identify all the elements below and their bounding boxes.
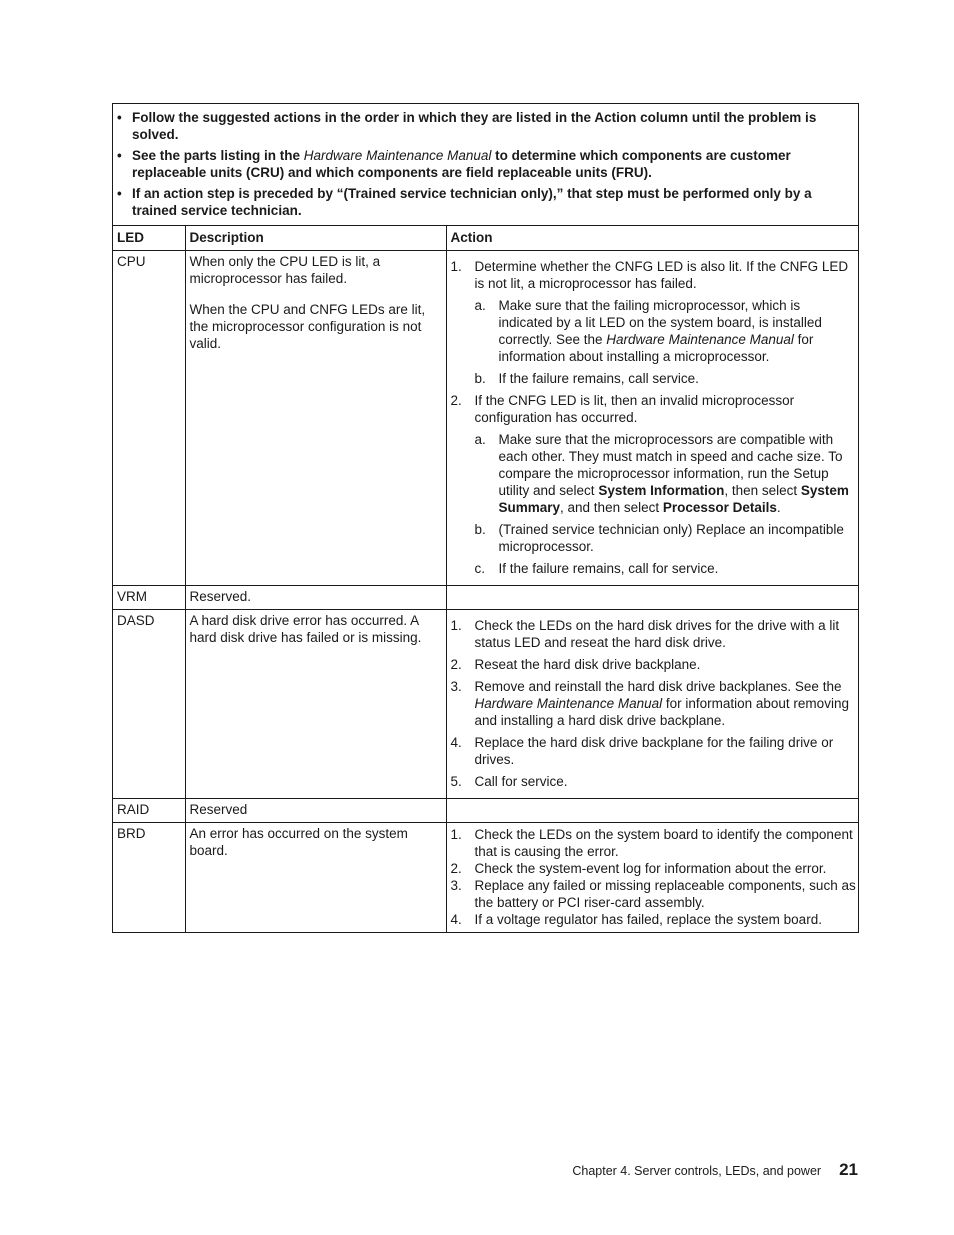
table-row-dasd (113, 610, 858, 799)
action-step: 1. Check the LEDs on the hard disk drives for the drive with a lit status LED and reseat the hard disk drive. (450, 618, 840, 650)
action-step: 5. Call for service. (450, 774, 568, 789)
description-cell (185, 251, 446, 586)
chapter-title: Chapter 4. Server controls, LEDs, and power (572, 1164, 822, 1178)
description-cell: An error has occurred on the system board. (185, 823, 446, 933)
action-step: 3. Replace any failed or missing replaceable components, such as the battery or PCI riser-card assembly. (450, 878, 856, 910)
action-step: 4. If a voltage regulator has failed, replace the system board. (450, 912, 822, 927)
action-substep: a. Make sure that the microprocessors are compatible with each other. They must match in speed and cache size. To compare the microprocessor information, run the Setup utility and select System Information, then select System Summary, and then select Processor Details. (474, 432, 849, 515)
description-text: When only the CPU LED is lit, a microprocessor has failed. (189, 254, 381, 286)
action-step: 2. Reseat the hard disk drive backplane. (450, 657, 701, 672)
description-cell: A hard disk drive error has occurred. A hard disk drive has failed or is missing. (185, 610, 446, 799)
description-cell: Reserved. (185, 586, 446, 610)
note-item (117, 147, 852, 181)
description-text: When the CPU and CNFG LEDs are lit, the microprocessor configuration is not valid. (189, 302, 426, 351)
action-substep: b. If the failure remains, call service. (474, 371, 699, 386)
action-step: 3. Remove and reinstall the hard disk drive backplanes. See the Hardware Maintenance Manual for information about removing and installing a hard disk drive backplane. (450, 679, 849, 728)
note-text: See the parts listing in the Hardware Maintenance Manual to determine which components are customer replaceable units (CRU) and which components are field replaceable units (FRU). (132, 148, 791, 180)
action-cell (446, 251, 858, 586)
action-step: 1. Determine whether the CNFG LED is also lit. If the CNFG LED is not lit, a microprocessor has failed. (450, 259, 849, 291)
action-step: 2. Check the system-event log for information about the error. (450, 861, 827, 876)
table-row-cpu (113, 251, 858, 586)
table-row-brd (113, 823, 858, 933)
table-row-vrm (113, 586, 858, 610)
action-substep: a. Make sure that the failing microprocessor, which is indicated by a lit LED on the system board, is installed correctly. See the Hardware Maintenance Manual for information about installing a microprocessor. (474, 298, 822, 364)
bullet-icon: • (117, 186, 122, 201)
page-footer (572, 1160, 858, 1180)
bullet-icon: • (117, 110, 122, 125)
action-cell (446, 799, 858, 823)
note-item (117, 109, 852, 143)
led-cell: BRD (113, 823, 185, 933)
led-cell: RAID (113, 799, 185, 823)
led-cell: CPU (113, 251, 185, 586)
action-step: 2. If the CNFG LED is lit, then an invalid microprocessor configuration has occurred. (450, 393, 795, 425)
manual-title: Hardware Maintenance Manual (303, 148, 492, 163)
action-cell (446, 823, 858, 933)
note-item (117, 185, 852, 219)
column-header-description: Description (185, 226, 446, 251)
note-text: If an action step is preceded by “(Trained service technician only),” that step must be performed only by a trained service technician. (132, 186, 812, 218)
action-substep: c. If the failure remains, call for service. (474, 561, 719, 576)
instruction-notes (113, 104, 858, 225)
action-step: 1. Check the LEDs on the system board to identify the component that is causing the error. (450, 827, 853, 859)
note-text: Follow the suggested actions in the order in which they are listed in the Action column until the problem is solved. (132, 110, 817, 142)
table-row-raid (113, 799, 858, 823)
led-diagnostics-table-frame (112, 103, 859, 933)
action-substep: b. (Trained service technician only) Replace an incompatible microprocessor. (474, 522, 844, 554)
description-cell: Reserved (185, 799, 446, 823)
led-cell: DASD (113, 610, 185, 799)
page-number: 21 (839, 1160, 858, 1179)
table-header-row (113, 226, 858, 251)
bullet-icon: • (117, 148, 122, 163)
action-cell (446, 586, 858, 610)
led-table (113, 225, 858, 932)
action-step: 4. Replace the hard disk drive backplane for the failing drive or drives. (450, 735, 834, 767)
column-header-led: LED (113, 226, 185, 251)
action-cell (446, 610, 858, 799)
led-cell: VRM (113, 586, 185, 610)
column-header-action: Action (446, 226, 858, 251)
